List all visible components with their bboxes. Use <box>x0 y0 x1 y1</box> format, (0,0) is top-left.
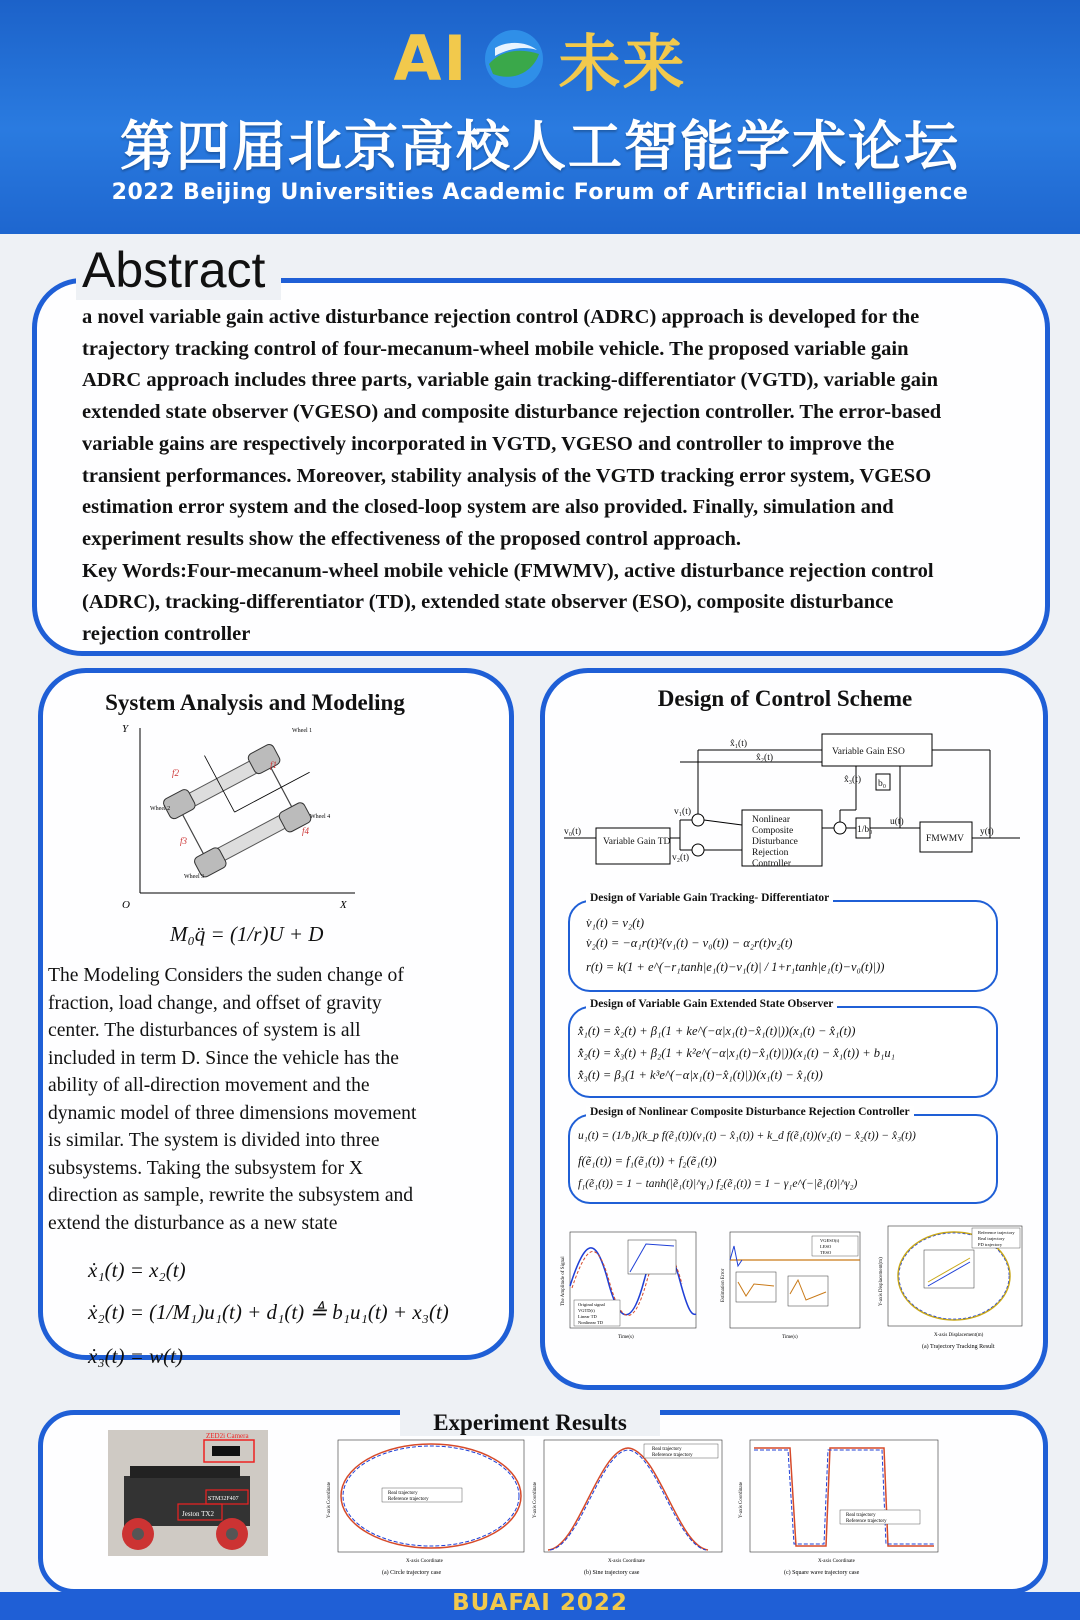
logo <box>0 14 1080 100</box>
vgtd-block-label: Variable Gain TD <box>603 837 671 847</box>
system-title: System Analysis and Modeling <box>105 690 405 715</box>
vgeso-box <box>568 998 998 1098</box>
force-label: f4 <box>302 826 310 836</box>
eso-legend-item: LESO <box>820 1244 832 1249</box>
controller-eq: f(ẽ₁(t)) = f₁(ẽ₁(t)) + f₂(ẽ₁(t)) <box>578 1154 717 1168</box>
force-label: f3 <box>180 836 188 846</box>
eso-legend-item: TESO <box>820 1250 832 1255</box>
footer-text: BUAFAI 2022 <box>452 1590 628 1616</box>
traj-caption: (a) Trajectory Tracking Result <box>922 1344 995 1350</box>
state-equation-3: ẋ₃(t) = w(t) <box>88 1344 183 1368</box>
vgtd-box <box>568 892 998 992</box>
signal-label: x̂₂(t) <box>756 753 774 763</box>
sine-caption: (b) Sine trajectory case <box>584 1570 640 1576</box>
wheel-label: Wheel 2 <box>150 806 171 812</box>
forum-title-cn: 第四届北京高校人工智能学术论坛 <box>120 115 960 178</box>
modeling-line: center. The disturbances of system is all <box>48 1020 361 1041</box>
abstract-line: rejection controller <box>82 623 251 646</box>
modeling-line: fraction, load change, and offset of gravity <box>48 992 382 1014</box>
circle-caption: (a) Circle trajectory case <box>382 1570 442 1576</box>
force-label: f1 <box>270 760 278 770</box>
state-equation-1: ẋ₁(t) = x₂(t) <box>88 1258 186 1282</box>
traj-legend-item: Real trajectory <box>978 1236 1005 1241</box>
controller-title: Design of Nonlinear Composite Disturbance Rejection Controller <box>586 1106 914 1118</box>
wheel-label: Wheel 1 <box>292 728 313 734</box>
square-trajectory-plot <box>734 1438 944 1576</box>
xi-axis-label: X <box>340 899 347 908</box>
traj-y-label: Y-axis Displacement(m) <box>879 1257 884 1306</box>
abstract-line: transient performances. Moreover, stability analysis of the VGTD tracking error system, VGESO <box>82 464 932 487</box>
vgtd-eq: v̇₁(t) = v₂(t) <box>586 916 645 930</box>
vgeso-eq: x̂̇₃(t) = β₃(1 + k³e^(−α|x₁(t)−x̂₁(t)|))(x₁(t) − x̂₁(t)) <box>578 1068 823 1082</box>
abstract-line: extended state observer (VGESO) and composite disturbance rejection controller. The error-based <box>82 401 942 424</box>
modeling-line: direction as sample, rewrite the subsystem and <box>48 1185 414 1206</box>
controller-block-label: Nonlinear <box>752 815 790 825</box>
abstract-text <box>82 302 1042 651</box>
eso-simulation-plot <box>716 1226 866 1342</box>
block-diagram <box>560 730 1030 870</box>
square-caption: (c) Square wave trajectory case <box>784 1570 860 1576</box>
header-banner <box>0 0 1080 234</box>
circle-y-label: Y-axis Coordinate <box>327 1481 332 1518</box>
vehicle-body <box>152 718 330 879</box>
state-equation-2: ẋ₂(t) = (1/M₁)u₁(t) + d₁(t) ≜ b₁u₁(t) + x₃(t) <box>88 1300 449 1324</box>
abstract-line: experiment results show the effectiveness of the proposed control approach. <box>82 527 741 550</box>
globe-icon <box>483 28 545 90</box>
wheel-label: Wheel 4 <box>310 814 331 820</box>
vgtd-eq: v̇₂(t) = −α₁r(t)²(v₁(t) − v₀(t)) − α₂r(t)v₂(t) <box>586 936 793 950</box>
square-y-label: Y-axis Coordinate <box>739 1481 744 1518</box>
modeling-line: dynamic model of three dimensions movement <box>48 1102 417 1124</box>
abstract-line: variable gains are respectively incorporated in VGTD, VGESO and controller to improve the <box>82 432 895 455</box>
abstract-line: trajectory tracking control of four-mecanum-wheel mobile vehicle. The proposed variable gain <box>82 337 909 360</box>
robot-photo <box>108 1430 268 1556</box>
photo-label-camera: ZED2i Camera <box>206 1432 249 1440</box>
circle-x-label: X-axis Coordinate <box>406 1559 443 1564</box>
eso-x-label: Time(s) <box>782 1335 798 1340</box>
controller-eq: u₁(t) = (1/b₁)(k_p f(ẽ₁(t))(v₁(t) − x̂₁(t)) + k_d f(ẽ₁(t))(v₂(t) − x̂₂(t)) − x̂₃(t)) <box>578 1130 916 1142</box>
abstract-line: (ADRC), tracking-differentiator (TD), extended state observer (ESO), composite disturbance <box>82 591 894 614</box>
experiment-title: Experiment Results <box>400 1410 660 1436</box>
logo-cn-text: 未来 <box>558 27 687 100</box>
signal-label: v₂(t) <box>672 853 690 863</box>
circle-legend-item: Reference trajectory <box>388 1497 429 1502</box>
sine-legend-item: Reference trajectory <box>652 1453 693 1458</box>
signal-label: x̂₁(t) <box>730 739 748 749</box>
td-legend-item: Original signal <box>578 1302 605 1307</box>
dynamics-equation: M₀q̈ = (1/r)U + D <box>170 922 324 946</box>
signal-label: u(t) <box>890 817 904 827</box>
modeling-line: ability of all-direction movement and the <box>48 1075 370 1096</box>
abstract-line: Key Words:Four-mecanum-wheel mobile vehicle (FMWMV), active disturbance rejection control <box>82 559 934 582</box>
signal-label: v₀(t) <box>564 827 582 837</box>
td-legend-item: Linear TD <box>578 1314 597 1319</box>
td-legend-item: VGTD(t) <box>578 1308 595 1313</box>
traj-x-label: X-axis Displacement(m) <box>934 1333 984 1338</box>
eso-y-label: Estimation Error <box>721 1268 726 1302</box>
abstract-line: ADRC approach includes three parts, variable gain tracking-differentiator (VGTD), variable gain <box>82 369 939 392</box>
abstract-line: estimation error system and the closed-loop system are also provided. Finally, simulation and <box>82 496 894 519</box>
controller-block-label: Controller <box>752 859 792 869</box>
forum-title-en: 2022 Beijing Universities Academic Forum of Artificial Intelligence <box>111 180 969 205</box>
td-simulation-plot <box>556 1226 702 1342</box>
vgeso-eq: x̂̇₁(t) = x̂₂(t) + β₁(1 + ke^(−α|x₁(t)−x̂₁(t)|))(x₁(t) − x̂₁(t)) <box>578 1024 856 1038</box>
abstract-heading: Abstract <box>76 240 281 300</box>
control-title: Design of Control Scheme <box>657 686 913 711</box>
modeling-line: included in term D. Since the vehicle has the <box>48 1047 399 1069</box>
traj-legend-item: PD trajectory <box>978 1242 1003 1247</box>
signal-label: y(t) <box>980 827 994 837</box>
abstract-line: a novel variable gain active disturbance rejection control (ADRC) approach is developed for the <box>82 306 920 328</box>
logo-ai-text: AI <box>393 22 469 95</box>
force-label: f2 <box>172 768 180 778</box>
controller-block-label: Disturbance <box>752 837 798 847</box>
controller-eq: f₁(ẽ₁(t)) = 1 − tanh(|ẽ₁(t)|^γ₁) f₂(ẽ₁(t)) = 1 − γ₁e^(−|ẽ₁(t)|^γ₂) <box>578 1178 858 1190</box>
circle-trajectory-plot <box>322 1438 532 1576</box>
signal-label: v₁(t) <box>674 807 692 817</box>
td-legend-item: Nonlinear TD <box>578 1320 604 1325</box>
sine-y-label: Y-axis Coordinate <box>533 1481 538 1518</box>
controller-block-label: Composite <box>752 826 794 836</box>
circle-legend-item: Real trajectory <box>388 1491 418 1496</box>
plant-block-label: FMWMV <box>926 834 965 844</box>
sine-legend-item: Real trajectory <box>652 1447 682 1452</box>
modeling-text <box>48 962 494 1237</box>
square-legend-item: Reference trajectory <box>846 1519 887 1524</box>
oi-origin-label: O <box>122 899 130 908</box>
square-legend-item: Real trajectory <box>846 1513 876 1518</box>
square-x-label: X-axis Coordinate <box>818 1559 855 1564</box>
signal-label: 1/b₀ <box>857 825 873 835</box>
sine-x-label: X-axis Coordinate <box>608 1559 645 1564</box>
modeling-line: The Modeling Considers the suden change of <box>48 965 404 986</box>
signal-label: b₀ <box>878 779 887 789</box>
vgeso-title: Design of Variable Gain Extended State Observer <box>586 998 837 1010</box>
yi-axis-label: Y <box>122 723 129 735</box>
vgeso-eq: x̂̇₂(t) = x̂₃(t) + β₂(1 + k²e^(−α|x₁(t)−x̂₁(t)|))(x₁(t) − x̂₁(t)) + b₁u₁ <box>578 1046 895 1060</box>
modeling-line: is similar. The system is divided into three <box>48 1130 380 1151</box>
photo-label-stm: STM32F407 <box>208 1496 239 1502</box>
modeling-line: extend the disturbance as a new state <box>48 1212 338 1234</box>
signal-label: x̂₃(t) <box>844 775 862 785</box>
vgtd-eq: r(t) = k(1 + e^(−r₁tanh|e₁(t)−v₁(t)| / 1+r₁tanh|e₁(t)−v₀(t)|)) <box>586 960 885 974</box>
eso-legend-item: VGESO(t) <box>820 1238 840 1243</box>
sine-trajectory-plot <box>528 1438 728 1576</box>
eso-block-label: Variable Gain ESO <box>832 747 905 757</box>
td-x-label: Time(s) <box>618 1335 634 1340</box>
vgtd-title: Design of Variable Gain Tracking- Differentiator <box>586 892 833 904</box>
controller-box <box>568 1106 998 1204</box>
traj-legend-item: Reference trajectory <box>978 1230 1015 1235</box>
controller-block-label: Rejection <box>752 848 789 858</box>
modeling-line: subsystems. Taking the subsystem for X <box>48 1157 364 1179</box>
photo-label-tx2: Jeston TX2 <box>182 1510 214 1518</box>
td-y-label: The Amplitude of Signal <box>561 1256 566 1306</box>
vehicle-diagram <box>110 718 370 908</box>
wheel-label: Wheel 3 <box>184 874 205 880</box>
trajectory-simulation-plot <box>874 1220 1030 1356</box>
